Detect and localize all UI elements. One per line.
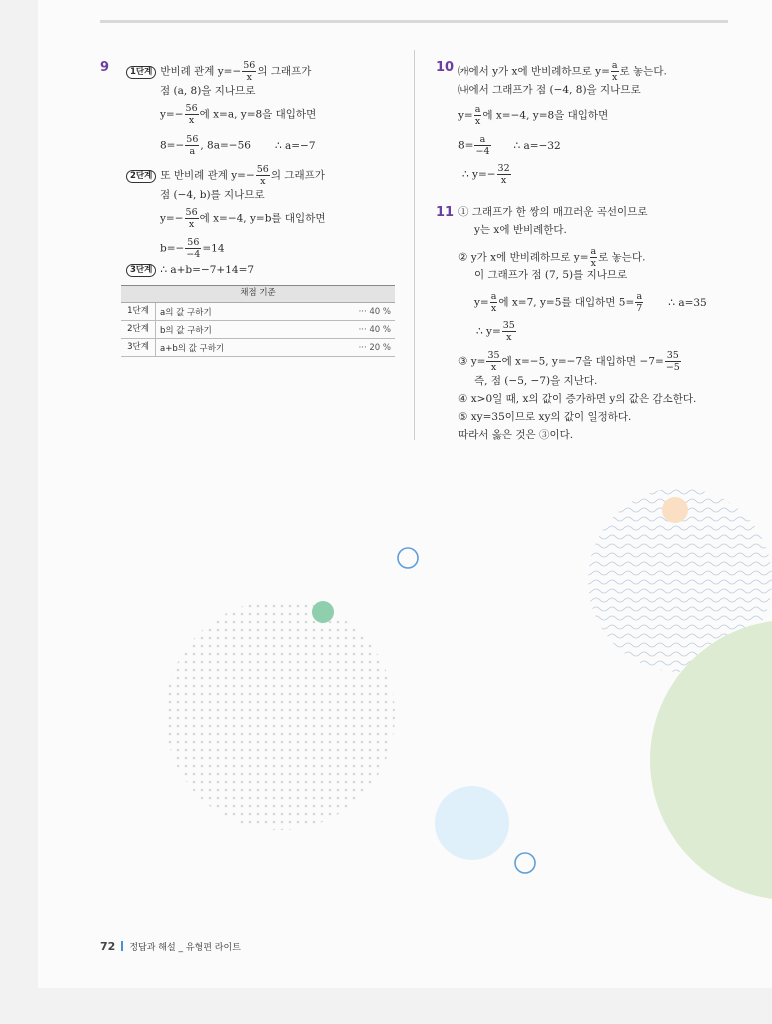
light-blue-circle — [435, 786, 509, 860]
grading-table-header: 채점 기준 — [121, 285, 395, 303]
peach-circle — [662, 497, 688, 523]
dot-pattern — [160, 600, 400, 840]
q9-step1-line3: y=− $\frac{56}{x}$ 에 x=a, y=8을 대입하면 — [160, 103, 317, 126]
ring-circle-small — [515, 853, 535, 873]
q11-line1: ① 그래프가 한 쌍의 매끄러운 곡선이므로 — [458, 206, 648, 218]
decorative-background — [0, 460, 772, 980]
green-dot — [312, 601, 334, 623]
q11-line9: ④ x>0일 때, x의 값이 증가하면 y의 값은 감소한다. — [458, 393, 697, 405]
q10-line1: ㈎에서 y가 x에 반비례하므로 y= $\frac{a}{x}$ 로 놓는다. — [458, 60, 667, 83]
page-number: 72 — [100, 940, 116, 953]
q11-line3: ② y가 x에 반비례하므로 y= $\frac{a}{x}$ 로 놓는다. — [458, 246, 646, 269]
q9-step1-line4: 8=− $\frac{56}{a}$ , 8a=−56 ∴ a=−7 — [160, 134, 316, 157]
table-row: 3단계 a+b의 값 구하기 ··· 20 % — [121, 339, 395, 357]
question-number-10: 10 — [436, 60, 455, 75]
column-divider — [414, 50, 415, 440]
page-footer — [100, 940, 241, 953]
q9-step1-line1: 1단계 반비례 관계 y=− $\frac{56}{x}$ 의 그래프가 — [126, 60, 311, 83]
q9-step2-line3: y=− $\frac{56}{x}$ 에 x=−4, y=b를 대입하면 — [160, 207, 326, 230]
q11-line2: y는 x에 반비례한다. — [474, 224, 567, 236]
q9-step2-line2: 점 (−4, b)를 지나므로 — [160, 189, 265, 201]
q9-step2-line4: b=− $\frac{56}{-4}$ =14 — [160, 237, 225, 260]
footer-divider — [121, 941, 123, 951]
question-number-11: 11 — [436, 205, 455, 220]
q11-line10: ⑤ xy=35이므로 xy의 값이 일정하다. — [458, 411, 632, 423]
q11-line4: 이 그래프가 점 (7, 5)를 지나므로 — [474, 269, 628, 281]
q11-line8: 즉, 점 (−5, −7)을 지난다. — [474, 375, 598, 387]
q10-line5: ∴ y=− $\frac{32}{x}$ — [462, 163, 510, 186]
q11-line11: 따라서 옳은 것은 ③이다. — [458, 429, 574, 441]
q11-line5: y= $\frac{a}{x}$ 에 x=7, y=5를 대입하면 5= $\frac{a}{7}$ ∴ a=35 — [474, 291, 707, 314]
table-row: 2단계 b의 값 구하기 ··· 40 % — [121, 321, 395, 339]
table-row: 1단계 a의 값 구하기 ··· 40 % — [121, 303, 395, 321]
step-badge-3: 3단계 — [126, 264, 156, 277]
q10-line3: y= $\frac{a}{x}$ 에 x=−4, y=8을 대입하면 — [458, 104, 609, 127]
step-badge-2: 2단계 — [126, 170, 156, 183]
q10-line2: ㈏에서 그래프가 점 (−4, 8)을 지나므로 — [458, 84, 641, 96]
footer-title: 정답과 해설 _ 유형편 라이트 — [129, 943, 241, 953]
step-badge-1: 1단계 — [126, 66, 156, 79]
q9-step3-line1: 3단계 ∴ a+b=−7+14=7 — [126, 263, 254, 277]
q11-line6: ∴ y= $\frac{35}{x}$ — [476, 320, 515, 343]
ring-circle — [398, 548, 418, 568]
q11-line7: ③ y= $\frac{35}{x}$ 에 x=−5, y=−7을 대입하면 −7= $\frac{35}{-5}$ — [458, 350, 680, 373]
header-rule — [100, 20, 728, 23]
grading-table — [121, 285, 395, 357]
q10-line4: 8= $\frac{a}{-4}$ ∴ a=−32 — [458, 134, 561, 157]
question-number-9: 9 — [100, 60, 110, 75]
q9-step1-line2: 점 (a, 8)을 지나므로 — [160, 85, 256, 97]
q9-step2-line1: 2단계 또 반비례 관계 y=− $\frac{56}{x}$ 의 그래프가 — [126, 164, 325, 187]
